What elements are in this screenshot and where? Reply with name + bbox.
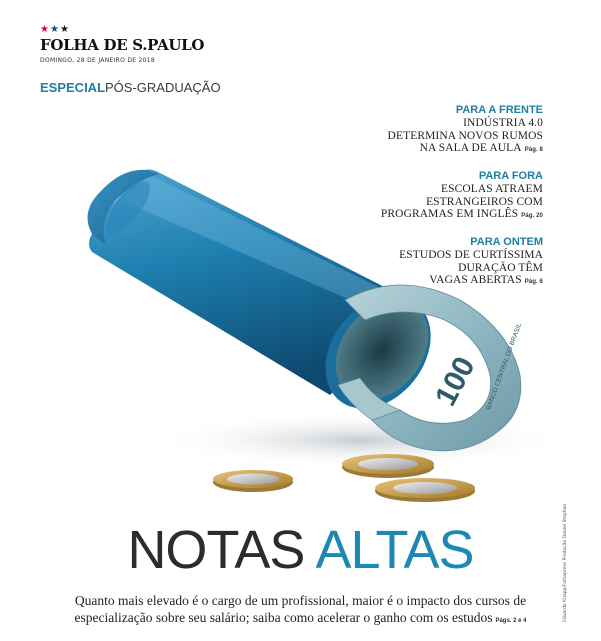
teaser-kicker: PARA FORA [478,170,543,182]
dateline: DOMINGO, 28 DE JANEIRO DE 2018 [40,57,156,64]
teaser-kicker: PARA A FRENTE [455,104,543,116]
teaser-line: DETERMINA NOVOS RUMOS [387,129,543,142]
dek-line-2 [0,609,601,630]
teaser-line [388,142,543,157]
coin-right [375,478,475,502]
teaser-para-fora[interactable] [381,170,543,223]
teaser-line-text: NA SALA DE AULA [419,142,522,154]
teaser-para-a-frente[interactable] [388,104,543,157]
teaser-line: ESCOLAS ATRAEM [440,183,543,195]
teaser-para-ontem[interactable] [399,236,543,289]
teaser-line [399,274,543,289]
teaser-page-ref: Pág. 8 [524,147,543,153]
teaser-line: ESTUDOS DE CURTÍSSIMA [399,249,543,261]
teaser-line: ESTRANGEIROS COM [426,195,543,208]
section-sublabel: PÓS-GRADUAÇÃO [105,80,221,95]
dek-page-ref: Págs. 2 e 4 [495,618,527,624]
teaser-page-ref: Pág. 20 [521,213,543,219]
headline-word-altas: ALTAS [315,520,474,580]
headline-dek [0,592,601,630]
teaser-line: INDÚSTRIA 4.0 [463,117,543,129]
teaser-page-ref: Pág. 6 [524,279,543,285]
section-label: ESPECIAL [40,80,106,95]
photo-credit: Eduardo Knapp/Folhapress Produção Daniel Stephan [563,503,568,622]
star-blue-icon: ★ [49,24,60,35]
teaser-line [381,208,543,223]
teaser-line-text: PROGRAMAS EM INGLÊS [380,208,519,220]
banknote-text: BANCO CENTRAL DO BRASIL [485,322,524,411]
star-red-icon: ★ [40,24,50,35]
teaser-line: DURAÇÃO TÊM [458,261,543,274]
coin-center [342,454,434,478]
banknote-value: 100 [429,351,482,412]
dek-line-2-text: especialização sobre seu salário; saiba como acelerar o ganho com os estudos [74,610,493,625]
teaser-line-text: VAGAS ABERTAS [429,274,522,286]
star-black-icon: ★ [59,24,70,35]
headline-word-notas: NOTAS [127,520,305,580]
teaser-kicker: PARA ONTEM [470,236,543,248]
newspaper-logo: FOLHA DE S.PAULO [40,36,205,54]
coin-left [213,470,293,492]
dek-line-1: Quanto mais elevado é o cargo de um profissional, maior é o impacto dos cursos de [74,593,527,608]
main-headline [0,520,601,580]
